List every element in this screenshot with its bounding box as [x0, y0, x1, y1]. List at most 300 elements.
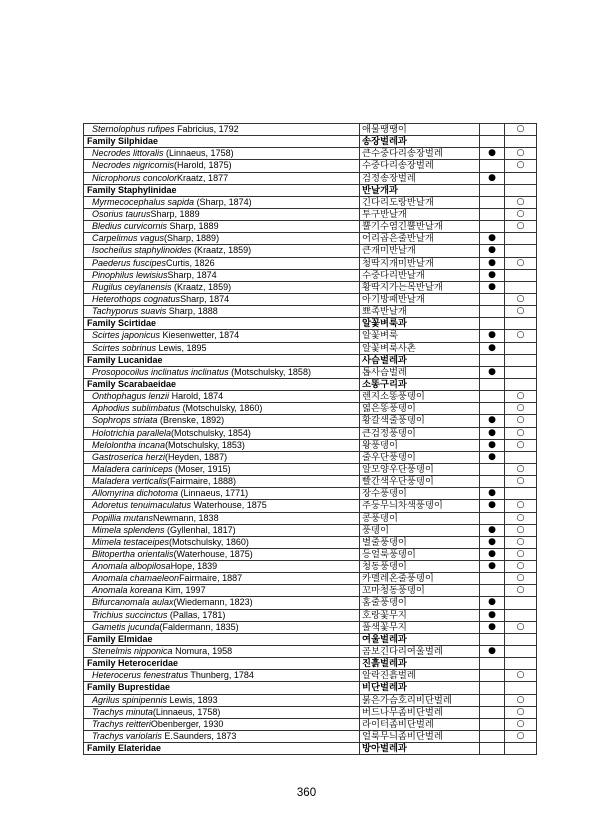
korean-name: 버드나무좀비단벌레	[360, 707, 480, 719]
filled-mark: ●	[480, 270, 505, 282]
filled-mark: ●	[480, 245, 505, 257]
scientific-name: Carpelimus vagus	[92, 233, 165, 244]
author-citation: (Linnaeus, 1771)	[178, 488, 249, 499]
family-name: Family Silphidae	[87, 136, 159, 147]
filled-mark	[480, 476, 505, 488]
korean-name: 등얼룩풍뎅이	[360, 549, 480, 561]
author-citation: Hope, 1839	[170, 561, 218, 572]
open-mark: ○	[505, 585, 537, 597]
open-mark: ○	[505, 537, 537, 549]
korean-name: 큰개미반날개	[360, 245, 480, 257]
species-row	[84, 148, 537, 160]
korean-name: 알꽃벼룩	[360, 330, 480, 342]
filled-mark	[480, 355, 505, 367]
name-cell	[84, 682, 360, 694]
species-row	[84, 488, 537, 500]
open-mark: ○	[505, 148, 537, 160]
filled-mark: ●	[480, 343, 505, 355]
open-mark	[505, 682, 537, 694]
korean-name: 큰검정풍뎅이	[360, 428, 480, 440]
filled-mark: ●	[480, 148, 505, 160]
author-citation: (Sharp, 1874)	[194, 196, 252, 207]
name-cell	[84, 403, 360, 415]
open-mark: ○	[505, 428, 537, 440]
species-row	[84, 258, 537, 270]
filled-mark	[480, 379, 505, 391]
author-citation: Sharp, 1889	[150, 208, 200, 219]
scientific-name: Holotrichia parallela	[92, 427, 172, 438]
scientific-name: Anomala chamaeleon	[92, 573, 180, 584]
name-cell	[84, 573, 360, 585]
name-cell	[84, 124, 360, 136]
filled-mark: ●	[480, 525, 505, 537]
korean-name: 렌지소똥풍뎅이	[360, 391, 480, 403]
species-row	[84, 731, 537, 743]
korean-name: 알꽃벼룩사촌	[360, 343, 480, 355]
author-citation: Fairmaire, 1887	[179, 573, 243, 584]
author-citation: Kiesenwetter, 1874	[160, 330, 240, 341]
family-row	[84, 355, 537, 367]
species-row	[84, 561, 537, 573]
name-cell	[84, 221, 360, 233]
open-mark: ○	[505, 124, 537, 136]
filled-mark	[480, 160, 505, 172]
korean-name: 톱사슴벌레	[360, 367, 480, 379]
filled-mark: ●	[480, 622, 505, 634]
name-cell	[84, 294, 360, 306]
author-citation: (Linnaeus, 1758)	[152, 706, 221, 717]
author-citation: (Faldermann, 1835)	[159, 621, 239, 632]
species-row	[84, 233, 537, 245]
author-citation: Sharp, 1888	[166, 306, 218, 317]
open-mark	[505, 245, 537, 257]
scientific-name: Necrodes littoralis	[92, 148, 164, 159]
filled-mark	[480, 294, 505, 306]
korean-name: 엷은똥풍뎅이	[360, 403, 480, 415]
open-mark	[505, 743, 537, 755]
author-citation: (Kraatz, 1859)	[171, 281, 232, 292]
filled-mark	[480, 464, 505, 476]
author-citation: Sharp, 1874	[167, 269, 217, 280]
filled-mark	[480, 670, 505, 682]
open-mark	[505, 610, 537, 622]
name-cell	[84, 428, 360, 440]
name-cell	[84, 270, 360, 282]
korean-name: 청딱지개미반날개	[360, 258, 480, 270]
scientific-name: Maladera verticalis	[92, 476, 168, 487]
family-name: Family Staphylinidae	[87, 184, 177, 195]
korean-name: 수중다리송장벌레	[360, 160, 480, 172]
filled-mark: ●	[480, 440, 505, 452]
name-cell	[84, 525, 360, 537]
korean-name: 송장벌레과	[360, 136, 480, 148]
author-citation: (Heyden, 1887)	[165, 451, 228, 462]
filled-mark: ●	[480, 233, 505, 245]
open-mark	[505, 355, 537, 367]
scientific-name: Aphodius sublimbatus	[92, 403, 181, 414]
species-row	[84, 610, 537, 622]
filled-mark	[480, 731, 505, 743]
korean-name: 애물땡땡이	[360, 124, 480, 136]
name-cell	[84, 731, 360, 743]
scientific-name: Scirtes sobrinus	[92, 342, 157, 353]
korean-name: 곰보긴다리여울벌레	[360, 646, 480, 658]
filled-mark: ●	[480, 500, 505, 512]
author-citation: Obenberger, 1930	[150, 718, 224, 729]
filled-mark	[480, 719, 505, 731]
filled-mark: ●	[480, 330, 505, 342]
open-mark	[505, 597, 537, 609]
family-row	[84, 185, 537, 197]
name-cell	[84, 367, 360, 379]
author-citation: Kim, 1997	[162, 585, 206, 596]
name-cell	[84, 258, 360, 270]
author-citation: E.Saunders, 1873	[161, 731, 237, 742]
name-cell	[84, 707, 360, 719]
open-mark	[505, 173, 537, 185]
korean-name: 여울벌레과	[360, 634, 480, 646]
scientific-name: Adoretus tenuimaculatus	[92, 500, 192, 511]
open-mark	[505, 379, 537, 391]
species-row	[84, 270, 537, 282]
korean-name: 큰수중다리송장벌레	[360, 148, 480, 160]
species-row	[84, 391, 537, 403]
korean-name: 황갈색줄풍뎅이	[360, 415, 480, 427]
scientific-name: Isocheilus staphylinoides	[92, 245, 192, 256]
name-cell	[84, 185, 360, 197]
filled-mark: ●	[480, 597, 505, 609]
korean-name: 사슴벌레과	[360, 355, 480, 367]
author-citation: (Waterhouse, 1875)	[173, 548, 253, 559]
name-cell	[84, 597, 360, 609]
name-cell	[84, 330, 360, 342]
scientific-name: Myrmecocephalus sapida	[92, 196, 195, 207]
species-row	[84, 719, 537, 731]
scientific-name: Allomyrina dichotoma	[92, 488, 179, 499]
open-mark: ○	[505, 391, 537, 403]
scientific-name: Mimela splendens	[92, 524, 165, 535]
korean-name: 빨간색우단풍뎅이	[360, 476, 480, 488]
species-row	[84, 403, 537, 415]
filled-mark: ●	[480, 428, 505, 440]
species-row	[84, 573, 537, 585]
author-citation: (Sharp, 1889)	[164, 233, 220, 244]
filled-mark	[480, 695, 505, 707]
name-cell	[84, 160, 360, 172]
scientific-name: Anomala koreana	[92, 585, 163, 596]
family-row	[84, 318, 537, 330]
korean-name: 투구반날개	[360, 209, 480, 221]
family-row	[84, 634, 537, 646]
name-cell	[84, 622, 360, 634]
open-mark: ○	[505, 258, 537, 270]
name-cell	[84, 500, 360, 512]
korean-name: 주둥무늬차색풍뎅이	[360, 500, 480, 512]
open-mark: ○	[505, 549, 537, 561]
species-row	[84, 440, 537, 452]
korean-name: 반날개과	[360, 185, 480, 197]
open-mark: ○	[505, 160, 537, 172]
family-row	[84, 743, 537, 755]
korean-name: 풍뎅이	[360, 525, 480, 537]
filled-mark	[480, 221, 505, 233]
korean-name: 얼룩무늬좀비단벌레	[360, 731, 480, 743]
korean-name: 뾰족반날개	[360, 306, 480, 318]
scientific-name: Maladera cariniceps	[92, 463, 173, 474]
open-mark: ○	[505, 440, 537, 452]
korean-name: 청동풍뎅이	[360, 561, 480, 573]
scientific-name: Gametis jucunda	[92, 621, 160, 632]
open-mark	[505, 185, 537, 197]
filled-mark	[480, 634, 505, 646]
family-name: Family Elateridae	[87, 743, 162, 754]
family-row	[84, 682, 537, 694]
open-mark	[505, 282, 537, 294]
species-row	[84, 282, 537, 294]
scientific-name: Scirtes japonicus	[92, 330, 161, 341]
name-cell	[84, 658, 360, 670]
open-mark: ○	[505, 670, 537, 682]
filled-mark: ●	[480, 452, 505, 464]
author-citation: (Motschulsky, 1853)	[165, 439, 245, 450]
name-cell	[84, 379, 360, 391]
species-row	[84, 415, 537, 427]
scientific-name: Stenelmis nipponica	[92, 646, 173, 657]
open-mark	[505, 488, 537, 500]
family-name: Family Heteroceridae	[87, 658, 179, 669]
scientific-name: Tachyporus suavis	[92, 306, 167, 317]
scientific-name: Blitopertha orientalis	[92, 548, 174, 559]
filled-mark	[480, 197, 505, 209]
open-mark: ○	[505, 221, 537, 233]
author-citation: Nomura, 1958	[172, 646, 233, 657]
species-row	[84, 343, 537, 355]
scientific-name: Nicrophorus concolor	[92, 172, 178, 183]
open-mark	[505, 367, 537, 379]
author-citation: (Wiedemann, 1823)	[173, 597, 253, 608]
open-mark: ○	[505, 197, 537, 209]
species-row	[84, 124, 537, 136]
scientific-name: Popillia mutans	[92, 512, 154, 523]
name-cell	[84, 537, 360, 549]
species-row	[84, 585, 537, 597]
species-row	[84, 525, 537, 537]
open-mark: ○	[505, 731, 537, 743]
open-mark: ○	[505, 330, 537, 342]
open-mark: ○	[505, 622, 537, 634]
scientific-name: Heterocerus fenestratus	[92, 670, 189, 681]
author-citation: (Motschulsky, 1858)	[228, 366, 311, 377]
filled-mark	[480, 209, 505, 221]
korean-name: 검정송장벌레	[360, 173, 480, 185]
name-cell	[84, 343, 360, 355]
scientific-name: Prosopocoilus inclinatus inclinatus	[92, 366, 229, 377]
name-cell	[84, 646, 360, 658]
name-cell	[84, 513, 360, 525]
species-row	[84, 464, 537, 476]
scientific-name: Trachys reitteri	[92, 718, 151, 729]
open-mark: ○	[505, 464, 537, 476]
species-row	[84, 294, 537, 306]
species-row	[84, 500, 537, 512]
open-mark	[505, 646, 537, 658]
name-cell	[84, 464, 360, 476]
korean-name: 알모양우단풍뎅이	[360, 464, 480, 476]
species-row	[84, 695, 537, 707]
scientific-name: Bifurcanomala aulax	[92, 597, 174, 608]
korean-name: 진흙벌레과	[360, 658, 480, 670]
filled-mark	[480, 743, 505, 755]
open-mark	[505, 318, 537, 330]
scientific-name: Trichius succinctus	[92, 609, 168, 620]
open-mark	[505, 634, 537, 646]
species-row	[84, 209, 537, 221]
open-mark: ○	[505, 573, 537, 585]
name-cell	[84, 452, 360, 464]
filled-mark: ●	[480, 258, 505, 270]
filled-mark	[480, 136, 505, 148]
species-row	[84, 306, 537, 318]
scientific-name: Necrodes nigricornis	[92, 160, 175, 171]
scientific-name: Melolontha incana	[92, 439, 166, 450]
page-number: 360	[296, 787, 317, 799]
filled-mark: ●	[480, 610, 505, 622]
name-cell	[84, 561, 360, 573]
scientific-name: Rugilus ceylanensis	[92, 281, 172, 292]
author-citation: (Harold, 1875)	[174, 160, 232, 171]
species-list-table	[83, 123, 537, 755]
name-cell	[84, 415, 360, 427]
author-citation: Lewis, 1895	[156, 342, 207, 353]
open-mark: ○	[505, 415, 537, 427]
species-row	[84, 160, 537, 172]
author-citation: (Fairmaire, 1888)	[167, 476, 237, 487]
name-cell	[84, 670, 360, 682]
species-row	[84, 330, 537, 342]
filled-mark	[480, 513, 505, 525]
family-name: Family Elmidae	[87, 633, 153, 644]
korean-name: 소똥구리과	[360, 379, 480, 391]
open-mark: ○	[505, 525, 537, 537]
family-row	[84, 658, 537, 670]
species-row	[84, 476, 537, 488]
korean-name: 꼬마청동풍뎅이	[360, 585, 480, 597]
author-citation: (Brenske, 1892)	[157, 415, 225, 426]
author-citation: Waterhouse, 1875	[191, 500, 267, 511]
korean-name: 왕풍뎅이	[360, 440, 480, 452]
name-cell	[84, 136, 360, 148]
korean-name: 뿔기수염긴뿔반날개	[360, 221, 480, 233]
name-cell	[84, 306, 360, 318]
korean-name: 방아벌레과	[360, 743, 480, 755]
species-row	[84, 646, 537, 658]
scientific-name: Heterothops cognatus	[92, 293, 181, 304]
family-name: Family Scirtidae	[87, 318, 157, 329]
author-citation: Sharp, 1874	[180, 293, 230, 304]
filled-mark	[480, 185, 505, 197]
filled-mark	[480, 306, 505, 318]
name-cell	[84, 743, 360, 755]
name-cell	[84, 634, 360, 646]
korean-name: 알꽃벼룩과	[360, 318, 480, 330]
open-mark: ○	[505, 561, 537, 573]
scientific-name: Trachys minuta	[92, 706, 153, 717]
scientific-name: Gastroserica herzi	[92, 451, 166, 462]
family-name: Family Lucanidae	[87, 354, 163, 365]
species-row	[84, 428, 537, 440]
filled-mark	[480, 391, 505, 403]
filled-mark	[480, 658, 505, 670]
filled-mark	[480, 682, 505, 694]
filled-mark	[480, 124, 505, 136]
scientific-name: Osorius taurus	[92, 208, 151, 219]
korean-name: 어리곱은줄반날개	[360, 233, 480, 245]
author-citation: (Linnaeus, 1758)	[163, 148, 234, 159]
author-citation: Kraatz, 1877	[177, 172, 229, 183]
filled-mark: ●	[480, 488, 505, 500]
author-citation: (Moser, 1915)	[172, 463, 231, 474]
filled-mark	[480, 585, 505, 597]
species-row	[84, 197, 537, 209]
filled-mark	[480, 403, 505, 415]
open-mark: ○	[505, 719, 537, 731]
name-cell	[84, 488, 360, 500]
species-row	[84, 221, 537, 233]
name-cell	[84, 148, 360, 160]
author-citation: Harold, 1874	[169, 391, 224, 402]
family-row	[84, 136, 537, 148]
filled-mark: ●	[480, 537, 505, 549]
species-row	[84, 707, 537, 719]
korean-name: 황딱지가는목반날개	[360, 282, 480, 294]
author-citation: Newmann, 1838	[153, 512, 219, 523]
filled-mark: ●	[480, 282, 505, 294]
author-citation: Sharp, 1889	[167, 221, 219, 232]
open-mark: ○	[505, 695, 537, 707]
species-row	[84, 622, 537, 634]
scientific-name: Anomala albopilosa	[92, 561, 171, 572]
korean-name: 긴다리도랑반날개	[360, 197, 480, 209]
family-name: Family Buprestidae	[87, 682, 171, 693]
filled-mark: ●	[480, 173, 505, 185]
open-mark: ○	[505, 403, 537, 415]
author-citation: (Pallas, 1781)	[167, 609, 226, 620]
name-cell	[84, 355, 360, 367]
korean-name: 카멜레온줄풍뎅이	[360, 573, 480, 585]
author-citation: Curtis, 1826	[166, 257, 215, 268]
name-cell	[84, 719, 360, 731]
korean-name: 라이터좀비단벌레	[360, 719, 480, 731]
korean-name: 콩풍뎅이	[360, 513, 480, 525]
species-row	[84, 537, 537, 549]
korean-name: 별줄풍뎅이	[360, 537, 480, 549]
korean-name: 장수풍뎅이	[360, 488, 480, 500]
filled-mark: ●	[480, 549, 505, 561]
open-mark: ○	[505, 513, 537, 525]
open-mark: ○	[505, 209, 537, 221]
species-row	[84, 173, 537, 185]
scientific-name: Sophrops striata	[92, 415, 158, 426]
korean-name: 호랑꽃무지	[360, 610, 480, 622]
family-row	[84, 379, 537, 391]
author-citation: (Motschulsky, 1860)	[180, 403, 263, 414]
name-cell	[84, 585, 360, 597]
filled-mark: ●	[480, 561, 505, 573]
name-cell	[84, 209, 360, 221]
filled-mark: ●	[480, 367, 505, 379]
author-citation: (Gyllenhal, 1817)	[164, 524, 236, 535]
species-row	[84, 452, 537, 464]
